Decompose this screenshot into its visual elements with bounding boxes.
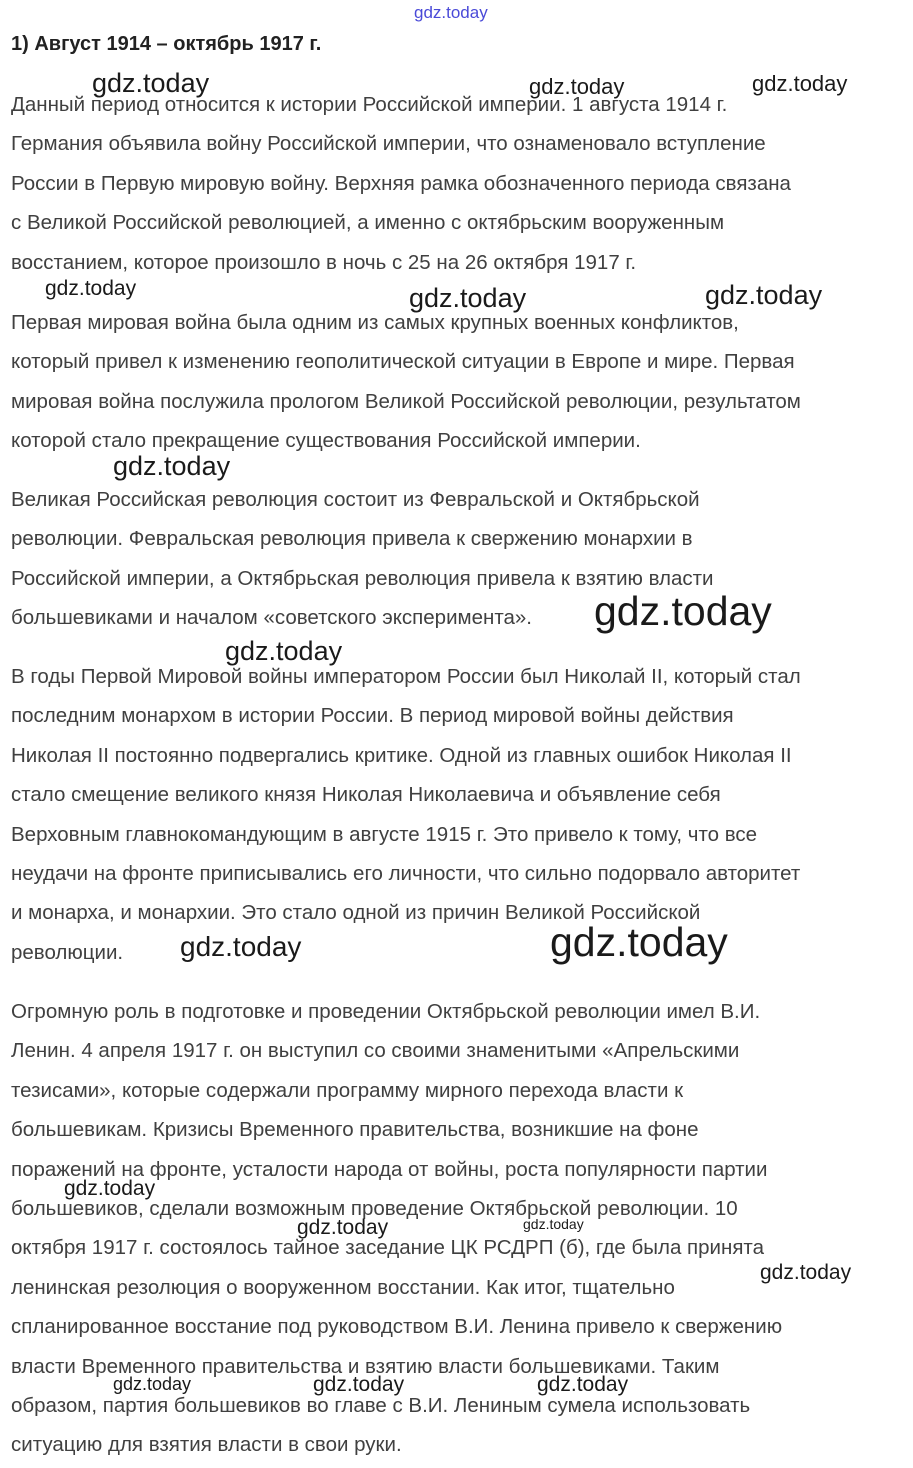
watermark: gdz.today	[64, 1177, 156, 1200]
watermark: gdz.today	[45, 277, 137, 300]
watermark: gdz.today	[113, 451, 231, 481]
paragraph-3: Великая Российская революция состоит из Февральской и Октябрьской революции. Февральская революция привела к свержению монархии в Российской империи, а Октябрьская революция привела к взятию власти большевиками и началом «советского эксперимента».	[11, 488, 714, 630]
watermark: gdz.today	[760, 1261, 852, 1284]
watermark: gdz.today	[225, 636, 343, 666]
watermark: gdz.today	[180, 931, 302, 962]
watermark: gdz.today	[92, 68, 210, 98]
paragraph-4: В годы Первой Мировой войны императором России был Николай II, который стал последним монархом в истории России. В период мировой войны действия Николая II постоянно подвергались критике. Одной из главных ошибок Николая II стало смещение великого князя Николая Николаевича и объявление себя Верховным главнокомандующим в августе 1915 г. Это привело к тому, что все неудачи на фронте приписывались его личности, что сильно подорвало авторитет и монарха, и монархии. Это стало одной из причин Великой Российской революции.	[11, 665, 801, 964]
watermark: gdz.today	[529, 74, 625, 99]
watermark-top: gdz.today	[414, 3, 488, 22]
watermark: gdz.today	[537, 1373, 629, 1396]
section-heading: 1) Август 1914 – октябрь 1917 г.	[11, 33, 322, 55]
watermark: gdz.today	[409, 283, 527, 313]
watermark: gdz.today	[550, 919, 728, 965]
watermark: gdz.today	[313, 1373, 405, 1396]
watermark: gdz.today	[297, 1216, 389, 1239]
watermark: gdz.today	[752, 71, 848, 96]
paragraph-2: Первая мировая война была одним из самых крупных военных конфликтов, который привел к изменению геополитической ситуации в Европе и мире. Первая мировая война послужила прологом Великой Российской революции, результатом которой стало прекращение существования Российской империи.	[11, 311, 801, 453]
watermark: gdz.today	[523, 1216, 584, 1232]
watermark: gdz.today	[113, 1374, 192, 1394]
watermark: gdz.today	[594, 588, 772, 634]
paragraph-5: Огромную роль в подготовке и проведении Октябрьской революции имел В.И. Ленин. 4 апреля 1917 г. он выступил со своими знаменитыми «Апрельскими тезисами», которые содержали программу мирного перехода власти к большевикам. Кризисы Временного правительства, возникшие на фоне поражений на фронте, усталости народа от войны, роста популярности партии большевиков, сделали возможным проведение Октябрьской революции. 10 октября 1917 г. состоялось тайное заседание ЦК РСДРП (б), где была принята ленинская резолюция о вооруженном восстании. Как итог, тщательно спланированное восстание под руководством В.И. Ленина привело к свержению власти Временного правительства и взятию власти большевиками. Таким образом, партия большевиков во главе с В.И. Лениным сумела использовать ситуацию для взятия власти в свои руки.	[11, 1000, 783, 1457]
paragraph-1: Данный период относится к истории Российской империи. 1 августа 1914 г. Германия объявила войну Российской империи, что ознаменовало вступление России в Первую мировую войну. Верхняя рамка обозначенного периода связана с Великой Российской революцией, а именно с октябрьским вооруженным восстанием, которое произошло в ночь с 25 на 26 октября 1917 г.	[11, 93, 791, 274]
watermark: gdz.today	[705, 280, 823, 310]
